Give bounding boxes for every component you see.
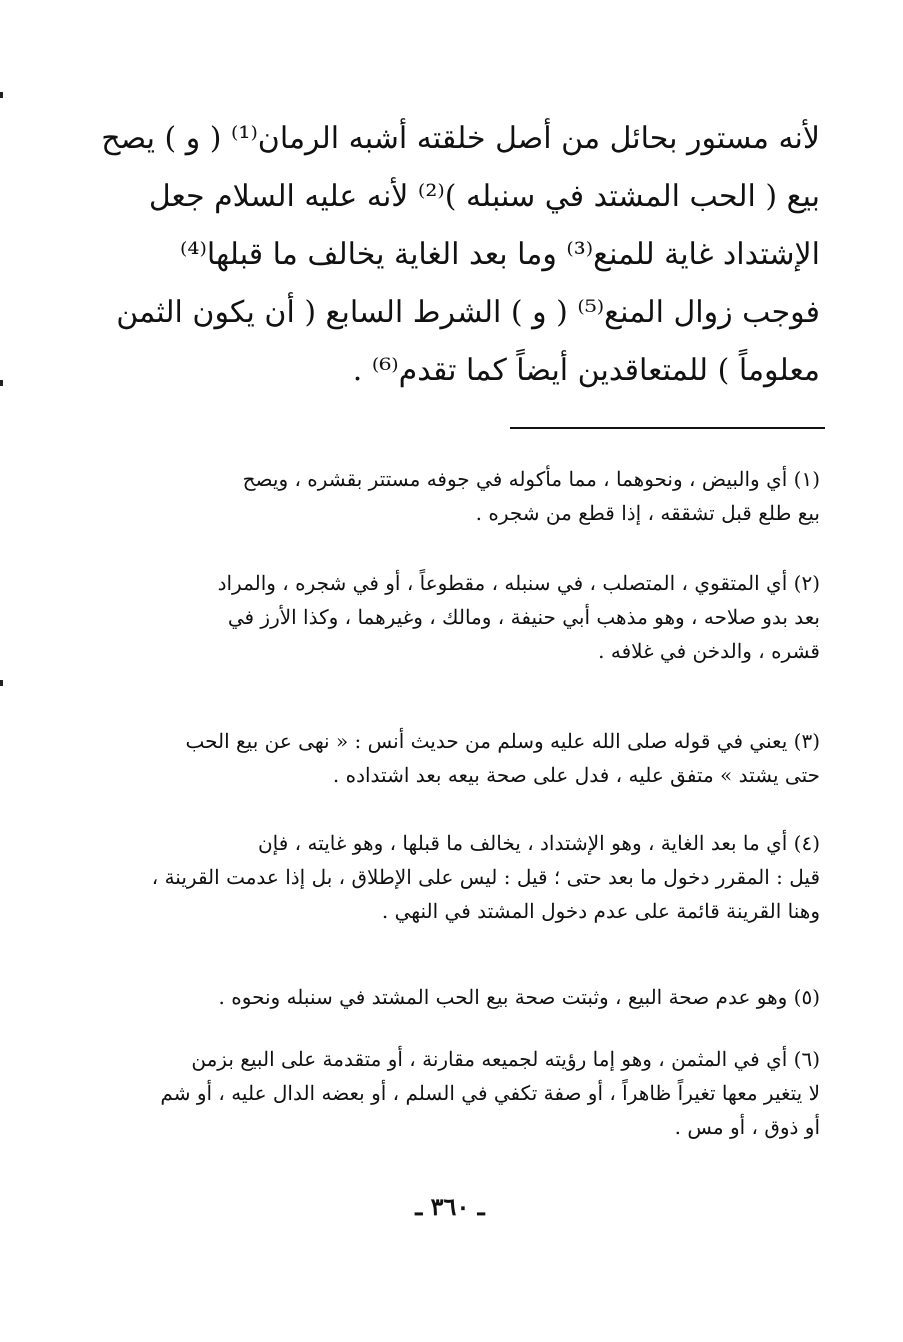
footnote-line: بعد بدو صلاحه ، وهو مذهب أبي حنيفة ، ومالك ، وغيرهما ، وكذا الأرز في [227, 605, 820, 629]
footnote-line: (٦) أي في المثمن ، وهو إما رؤيته لجميعه مقارنة ، أو متقدمة على البيع بزمن [191, 1047, 820, 1071]
footnote-line: حتى يشتد » متفق عليه ، فدل على صحة بيعه بعد اشتداده . [332, 763, 820, 787]
footnote-line: (٥) وهو عدم صحة البيع ، وثبتت صحة بيع الحب المشتد في سنبله ونحوه . [218, 985, 820, 1009]
main-text-line: لأنه مستور بحائل من أصل خلقته أشبه الرمان⁽¹⁾ ( و ) يصح [101, 121, 820, 156]
footnote-line: (١) أي والبيض ، ونحوهما ، مما مأكوله في جوفه مستتر بقشره ، ويصح [242, 467, 820, 491]
footnote-separator [510, 427, 825, 429]
footnote-3 [92, 724, 820, 792]
footnote-5 [92, 980, 820, 1014]
footnote-line: قيل : المقرر دخول ما بعد حتى ؛ قيل : ليس على الإطلاق ، بل إذا عدمت القرينة ، [151, 865, 820, 889]
footnote-1 [92, 462, 820, 530]
main-text-line: معلوماً ) للمتعاقدين أيضاً كما تقدم⁽⁶⁾ . [352, 353, 820, 388]
scan-edge-mark [0, 92, 3, 98]
page-number: ـ ٣٦٠ ـ [415, 1192, 485, 1221]
footnote-line: لا يتغير معها تغيراً ظاهراً ، أو صفة تكفي في السلم ، أو بعضه الدال عليه ، أو شم [160, 1081, 820, 1105]
scan-edge-mark [0, 380, 3, 386]
main-text-line: فوجب زوال المنع⁽⁵⁾ ( و ) الشرط السابع ( أن يكون الثمن [116, 295, 820, 330]
footnote-line: (٤) أي ما بعد الغاية ، وهو الإشتداد ، يخالف ما قبلها ، وهو غايته ، فإن [257, 831, 820, 855]
footnote-2 [92, 566, 820, 668]
footnote-6 [92, 1042, 820, 1144]
main-text-line: الإشتداد غاية للمنع⁽³⁾ وما بعد الغاية يخالف ما قبلها⁽⁴⁾ [180, 237, 820, 272]
footnote-line: أو ذوق ، أو مس . [674, 1115, 820, 1139]
footnote-line: بيع طلع قبل تشققه ، إذا قطع من شجره . [475, 501, 820, 525]
main-text-line: بيع ( الحب المشتد في سنبله )⁽²⁾ لأنه عليه السلام جعل [148, 179, 820, 214]
footnote-line: (٢) أي المتقوي ، المتصلب ، في سنبله ، مقطوعاً ، أو في شجره ، والمراد [217, 571, 820, 595]
scan-edge-mark [0, 680, 3, 686]
main-text [90, 110, 820, 400]
footnote-line: (٣) يعني في قوله صلى الله عليه وسلم من حديث أنس : « نهى عن بيع الحب [185, 729, 820, 753]
footnote-4 [92, 826, 820, 928]
footnote-line: قشره ، والدخن في غلافه . [598, 639, 820, 663]
footnote-line: وهنا القرينة قائمة على عدم دخول المشتد في النهي . [381, 899, 820, 923]
